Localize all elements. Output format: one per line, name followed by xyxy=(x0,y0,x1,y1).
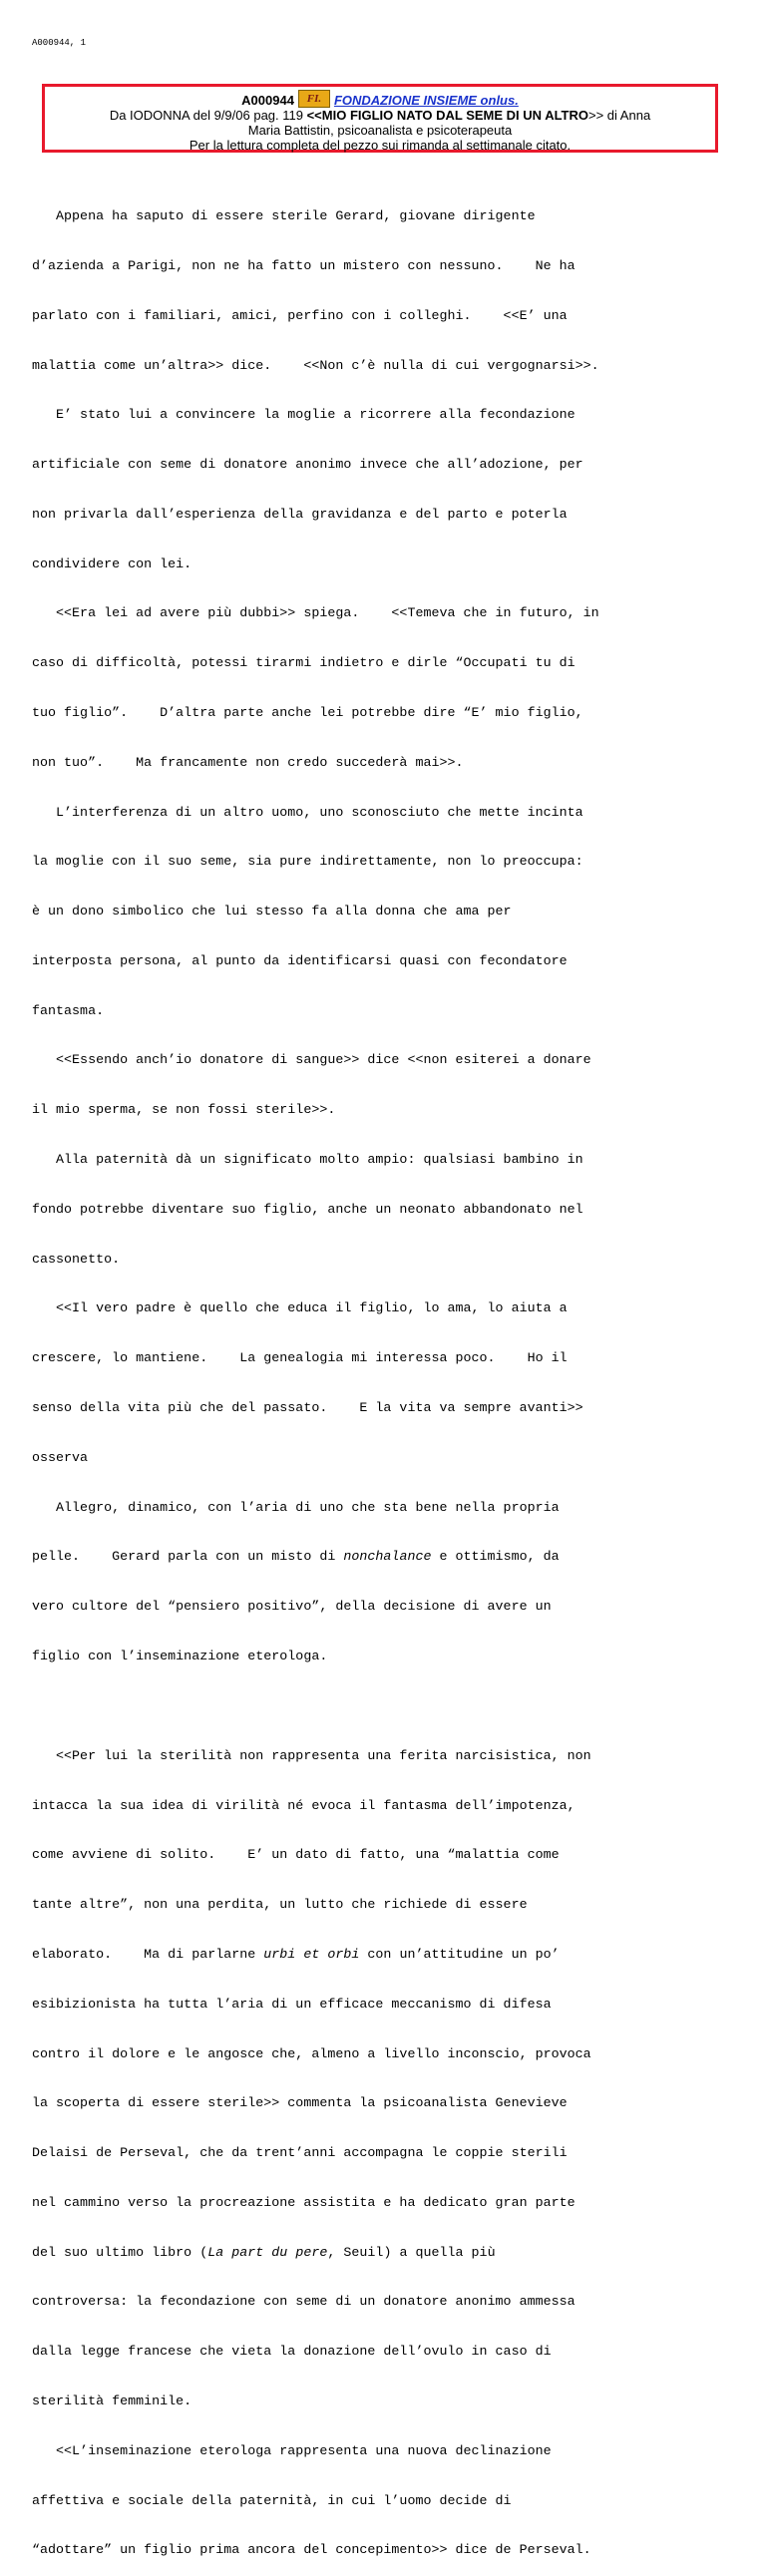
text-line: dalla legge francese che vieta la donazione dell’ovulo in caso di xyxy=(32,2344,552,2360)
text-line: artificiale con seme di donatore anonimo invece che all’adozione, per xyxy=(32,457,583,473)
source-line xyxy=(45,108,715,123)
text-line: malattia come un’altra>> dice. <<Non c’è nulla di cui vergognarsi>>. xyxy=(32,357,599,373)
text-line: “adottare” un figlio prima ancora del concepimento>> dice de Perseval. xyxy=(32,2542,591,2558)
text-line: fondo potrebbe diventare suo figlio, anche un neonato abbandonato nel xyxy=(32,1201,583,1217)
text-line: Appena ha saputo di essere sterile Gerard, giovane dirigente xyxy=(32,208,536,224)
text-segment: e ottimismo, da xyxy=(431,1549,560,1565)
text-line: crescere, lo mantiene. La genealogia mi interessa poco. Ho il xyxy=(32,1350,568,1366)
foundation-logo-icon: FI. xyxy=(298,90,330,108)
text-line: il mio sperma, se non fossi sterile>>. xyxy=(32,1102,336,1118)
text-line xyxy=(32,1549,742,1566)
text-line: caso di difficoltà, potessi tirarmi indietro e dirle “Occupati tu di xyxy=(32,655,575,671)
text-line: fantasma. xyxy=(32,1002,105,1018)
text-line: vero cultore del “pensiero positivo”, della decisione di avere un xyxy=(32,1599,552,1615)
text-line: Delaisi de Perseval, che da trent’anni accompagna le coppie sterili xyxy=(32,2145,568,2161)
text-line xyxy=(32,2245,742,2262)
text-line: <<Essendo anch’io donatore di sangue>> dice <<non esiterei a donare xyxy=(32,1052,591,1068)
header-line-1 xyxy=(45,90,715,108)
text-line: non tuo”. Ma francamente non credo succederà mai>>. xyxy=(32,754,464,770)
text-line: Allegro, dinamico, con l’aria di uno che sta bene nella propria xyxy=(32,1499,560,1515)
text-line: sterilità femminile. xyxy=(32,2392,192,2408)
text-line: <<Il vero padre è quello che educa il figlio, lo ama, lo aiuta a xyxy=(32,1300,568,1316)
text-line: cassonetto. xyxy=(32,1251,121,1267)
text-segment: elaborato. Ma di parlarne xyxy=(32,1946,264,1962)
header-box xyxy=(42,84,718,153)
source-prefix: Da IODONNA del 9/9/06 pag. 119 xyxy=(109,108,307,123)
text-line: figlio con l’inseminazione eterologa. xyxy=(32,1648,328,1663)
text-line: <<Per lui la sterilità non rappresenta una ferita narcisistica, non xyxy=(32,1747,591,1763)
text-line: tante altre”, non una perdita, un lutto che richiede di essere xyxy=(32,1897,528,1913)
text-line: la scoperta di essere sterile>> commenta la psicoanalista Genevieve xyxy=(32,2095,568,2111)
text-line: Alla paternità dà un significato molto ampio: qualsiasi bambino in xyxy=(32,1152,583,1168)
foundation-link[interactable]: FONDAZIONE INSIEME onlus. xyxy=(333,93,519,108)
paragraph-gap xyxy=(32,1698,742,1715)
text-line: <<L’inseminazione eterologa rappresenta una nuova declinazione xyxy=(32,2442,552,2458)
text-line: intacca la sua idea di virilità né evoca il fantasma dell’impotenza, xyxy=(32,1797,575,1813)
source-suffix: >> di Anna xyxy=(588,108,651,123)
text-line xyxy=(32,1947,742,1964)
text-line: la moglie con il suo seme, sia pure indirettamente, non lo preoccupa: xyxy=(32,854,583,870)
text-line: senso della vita più che del passato. E la vita va sempre avanti>> xyxy=(32,1399,583,1415)
text-line: tuo figlio”. D’altra parte anche lei potrebbe dire “E’ mio figlio, xyxy=(32,705,583,720)
text-line: parlato con i familiari, amici, perfino con i colleghi. <<E’ una xyxy=(32,307,568,323)
text-line: d’azienda a Parigi, non ne ha fatto un mistero con nessuno. Ne ha xyxy=(32,257,575,273)
text-line: affettiva e sociale della paternità, in cui l’uomo decide di xyxy=(32,2492,512,2508)
italic-term: urbi et orbi xyxy=(263,1946,360,1962)
text-line: condividere con lei. xyxy=(32,555,192,571)
italic-book-title: La part du pere xyxy=(207,2244,328,2260)
text-line: non privarla dall’esperienza della gravidanza e del parto e poterla xyxy=(32,506,568,522)
text-line: E’ stato lui a convincere la moglie a ricorrere alla fecondazione xyxy=(32,407,575,423)
text-segment: pelle. Gerard parla con un misto di xyxy=(32,1549,344,1565)
reading-note: Per la lettura completa del pezzo sui rimanda al settimanale citato. xyxy=(189,138,572,153)
text-segment: con un’attitudine un po’ xyxy=(359,1946,560,1962)
page-id: A000944, 1 xyxy=(32,38,87,48)
italic-term: nonchalance xyxy=(343,1549,432,1565)
text-line: è un dono simbolico che lui stesso fa alla donna che ama per xyxy=(32,904,512,920)
text-line: controversa: la fecondazione con seme di un donatore anonimo ammessa xyxy=(32,2294,575,2310)
article-body xyxy=(32,176,742,2576)
document-code: A000944 xyxy=(241,93,294,108)
text-line: esibizionista ha tutta l’aria di un efficace meccanismo di difesa xyxy=(32,1996,552,2012)
text-line: osserva xyxy=(32,1449,89,1465)
text-segment: , Seuil) a quella più xyxy=(327,2244,496,2260)
text-segment: del suo ultimo libro ( xyxy=(32,2244,208,2260)
text-line: <<Era lei ad avere più dubbi>> spiega. <<Temeva che in futuro, in xyxy=(32,605,599,621)
text-line: L’interferenza di un altro uomo, uno sconosciuto che mette incinta xyxy=(32,804,583,820)
author-line: Maria Battistin, psicoanalista e psicoterapeuta xyxy=(247,123,513,138)
source-title: <<MIO FIGLIO NATO DAL SEME DI UN ALTRO xyxy=(306,108,588,123)
text-line: contro il dolore e le angosce che, almeno a livello inconscio, provoca xyxy=(32,2045,591,2061)
text-line: interposta persona, al punto da identificarsi quasi con fecondatore xyxy=(32,952,568,968)
text-line: come avviene di solito. E’ un dato di fatto, una “malattia come xyxy=(32,1847,560,1863)
text-line: nel cammino verso la procreazione assistita e ha dedicato gran parte xyxy=(32,2194,575,2210)
